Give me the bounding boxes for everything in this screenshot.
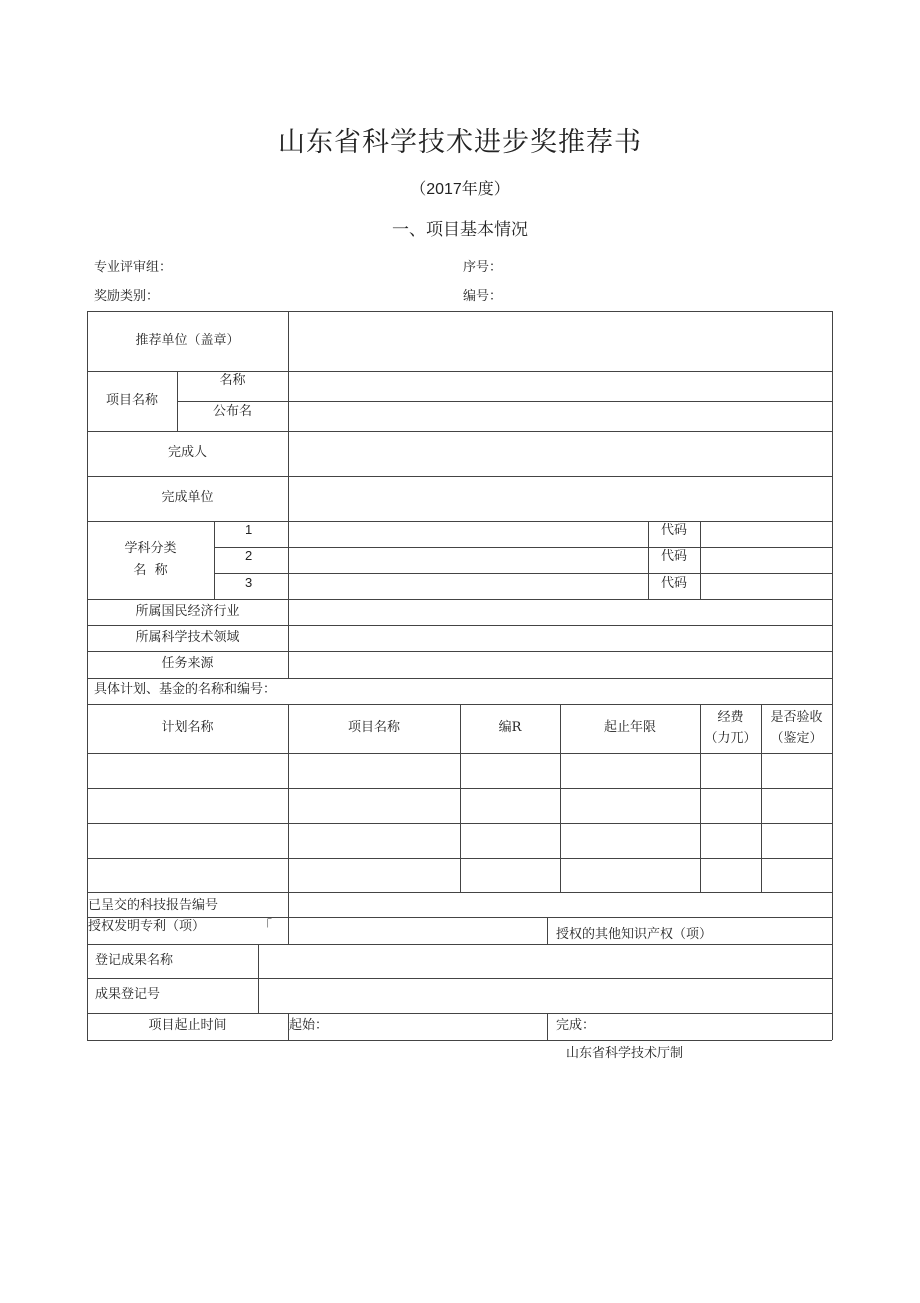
discipline-label: 学科分类 名 称 [124,540,177,578]
discipline-row-1-code-label: 代码 [660,522,687,538]
completers-field[interactable] [288,431,832,476]
plan-header-funding: 经费 （力兀） [704,709,757,746]
public-name-label: 公布名 [212,403,252,419]
invention-patents-field[interactable] [288,917,547,944]
discipline-row-1-no: 1 [245,521,253,537]
project-name-field[interactable] [288,371,832,401]
task-source-field[interactable] [288,651,832,678]
public-name-field[interactable] [288,401,832,431]
plan-row[interactable] [87,788,832,823]
complete-label: 完成： [556,1018,596,1034]
registered-name-label: 登记成果名称 [95,952,174,968]
plan-header-accepted: 是否验收 （鉴定） [770,709,823,746]
other-ip-label: 授权的其他知识产权（项） [556,926,713,942]
completer-units-field[interactable] [288,476,832,521]
discipline-row-2-no: 2 [245,547,253,563]
project-name-label: 项目名称 [105,392,158,408]
report-no-label: 已呈交的科技报告编号 [88,897,219,913]
completers-label: 完成人 [167,445,207,461]
plan-row[interactable] [87,858,832,892]
plan-fund-label: 具体计划、基金的名称和编号： [94,681,277,697]
plan-row[interactable] [87,753,832,788]
discipline-row-2-code-label: 代码 [660,548,687,564]
recommender-label: 推荐单位（盖章） [135,332,240,348]
plan-header-plan-name: 计划名称 [161,720,214,736]
number-label: 编号： [463,289,503,304]
recommender-field[interactable] [288,311,832,371]
task-source-label: 任务来源 [161,656,214,672]
completer-units-label: 完成单位 [161,490,214,506]
registered-name-field[interactable] [258,944,832,978]
report-no-field[interactable] [288,892,832,917]
registration-no-label: 成果登记号 [95,987,161,1003]
discipline-row-3-code-field[interactable] [700,573,832,599]
plan-header-project-name: 项目名称 [347,720,400,736]
discipline-row-3-code-label: 代码 [660,575,687,591]
award-type-label: 奖励类别： [94,289,160,304]
start-label: 起始： [289,1018,329,1034]
section-title: 一、项目基本情况 [392,220,528,240]
industry-label: 所属国民经济行业 [135,603,240,619]
plan-header-period: 起止年限 [603,720,656,736]
document-title: 山东省科学技术进步奖推荐书 [278,127,642,158]
project-period-label: 项目起止时间 [148,1018,227,1034]
plan-header-number: 编R [498,720,522,736]
discipline-row-1-code-field[interactable] [700,521,832,547]
discipline-row-3-no: 3 [245,574,253,590]
review-group-label: 专业评审组： [94,260,173,275]
industry-field[interactable] [288,599,832,625]
registration-no-field[interactable] [258,978,832,1013]
patent-mark: 「 [259,918,273,934]
sci-field-label: 所属科学技术领域 [135,629,240,645]
sci-field-field[interactable] [288,625,832,651]
document-year: （2017年度） [410,179,510,198]
invention-patents-label: 授权发明专利（项） [88,918,206,934]
serial-no-label: 序号： [463,260,503,275]
plan-row[interactable] [87,823,832,858]
discipline-row-2-code-field[interactable] [700,547,832,573]
issuer-footer: 山东省科学技术厅制 [566,1046,684,1061]
name-sub-label: 名称 [219,372,246,388]
